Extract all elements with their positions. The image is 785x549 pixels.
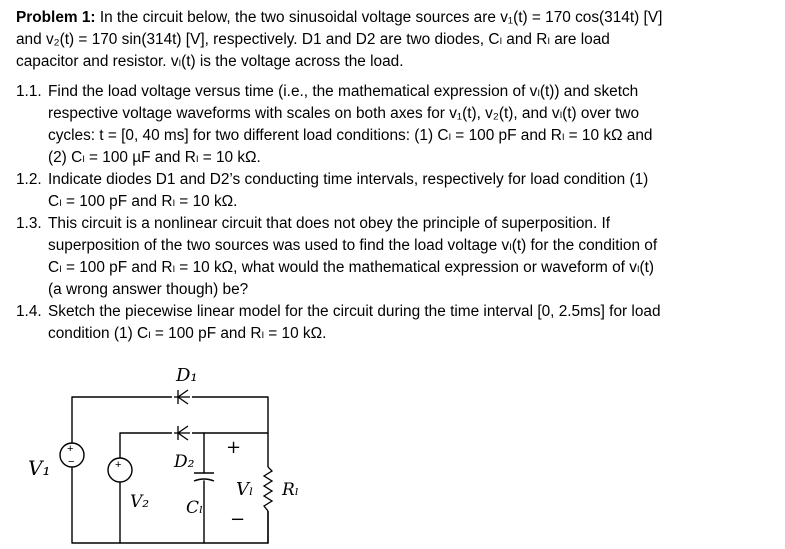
label-cl: Cₗ	[186, 498, 204, 518]
question-1-1	[16, 81, 776, 169]
diode-d1-symbol	[172, 389, 192, 405]
label-vl: Vₗ	[236, 479, 254, 500]
question-line: (a wrong answer though) be?	[48, 281, 249, 298]
question-list	[16, 81, 776, 345]
question-line: Find the load voltage versus time (i.e., the mathematical expression of vₗ(t)) and sketch	[48, 83, 639, 100]
capacitor-cl-symbol	[194, 473, 214, 481]
label-vl-minus: −	[230, 509, 246, 530]
intro-line-2: and v₂(t) = 170 sin(314t) [V], respectively. D1 and D2 are two diodes, Cₗ and Rₗ are load	[16, 31, 610, 48]
label-v1: V₁	[28, 456, 51, 480]
label-v2: V₂	[130, 492, 150, 512]
question-line: Cₗ = 100 pF and Rₗ = 10 kΩ.	[48, 193, 238, 210]
source-v2-plus: +	[115, 459, 122, 471]
label-rl: Rₗ	[282, 480, 299, 500]
circuit-diagram	[0, 355, 400, 549]
problem-title: Problem 1:	[16, 9, 96, 26]
question-number: 1.2.	[16, 171, 42, 188]
question-number: 1.4.	[16, 303, 42, 320]
question-line: Cₗ = 100 pF and Rₗ = 10 kΩ, what would the mathematical expression or waveform of vₗ(t)	[48, 259, 654, 276]
question-line: superposition of the two sources was used to find the load voltage vₗ(t) for the condition of	[48, 237, 658, 254]
question-line: (2) Cₗ = 100 µF and Rₗ = 10 kΩ.	[48, 149, 261, 166]
source-v1-minus: −	[68, 456, 75, 468]
question-1-4	[16, 301, 776, 345]
question-line: Sketch the piecewise linear model for the circuit during the time interval [0, 2.5ms] for load	[48, 303, 661, 320]
label-d1: D₁	[176, 365, 198, 386]
question-1-2	[16, 169, 776, 213]
question-line: cycles: t = [0, 40 ms] for two different load conditions: (1) Cₗ = 100 pF and Rₗ = 10 kΩ and	[48, 127, 653, 144]
question-number: 1.1.	[16, 83, 42, 100]
question-line: Indicate diodes D1 and D2’s conducting time intervals, respectively for load condition (1)	[48, 171, 649, 188]
label-vl-plus: +	[226, 437, 242, 458]
source-v1-plus: +	[67, 443, 74, 455]
question-line: condition (1) Cₗ = 100 pF and Rₗ = 10 kΩ.	[48, 325, 327, 342]
resistor-rl-symbol	[262, 467, 274, 511]
question-line: This circuit is a nonlinear circuit that does not obey the principle of superposition. If	[48, 215, 611, 232]
question-1-3	[16, 213, 776, 301]
diode-d2-symbol	[172, 425, 192, 441]
intro-line-1: In the circuit below, the two sinusoidal voltage sources are v₁(t) = 170 cos(314t) [V]	[95, 9, 663, 26]
intro-line-3: capacitor and resistor. vₗ(t) is the voltage across the load.	[16, 53, 404, 70]
label-d2: D₂	[174, 452, 195, 472]
problem-statement	[16, 7, 776, 73]
question-line: respective voltage waveforms with scales on both axes for v₁(t), v₂(t), and vₗ(t) over two	[48, 105, 640, 122]
question-number: 1.3.	[16, 215, 42, 232]
